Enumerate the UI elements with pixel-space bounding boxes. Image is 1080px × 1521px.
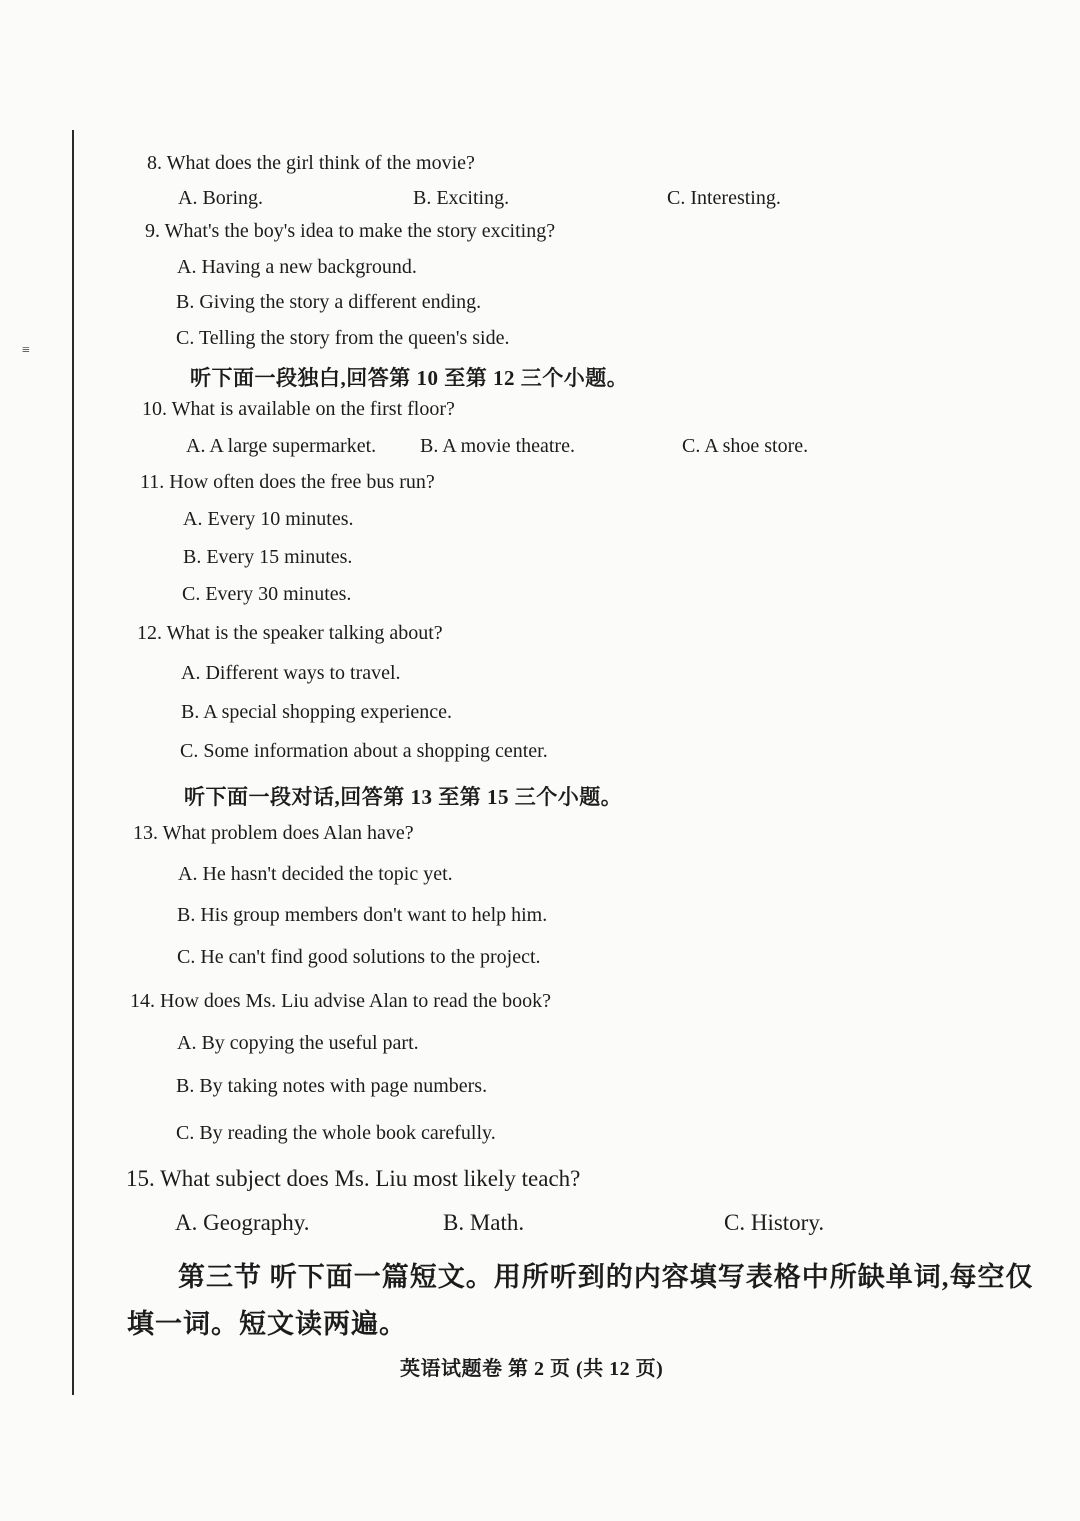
option-11a: A. Every 10 minutes. xyxy=(183,508,354,530)
question-number: 10. xyxy=(142,398,167,420)
option-15b: B. Math. xyxy=(443,1210,525,1235)
option-10c: C. A shoe store. xyxy=(682,435,809,457)
instruction-13-15: 听下面一段对话,回答第 13 至第 15 三个小题。 xyxy=(184,785,623,809)
option-10b: B. A movie theatre. xyxy=(420,435,575,457)
option-15a: A. Geography. xyxy=(175,1210,310,1235)
question-15 xyxy=(126,1166,580,1192)
option-9a: A. Having a new background. xyxy=(177,256,417,278)
page-footer: 英语试题卷 第 2 页 (共 12 页) xyxy=(400,1358,664,1380)
question-text: What's the boy's idea to make the story exciting? xyxy=(164,220,556,242)
question-number: 9. xyxy=(145,220,160,242)
question-text: What is available on the first floor? xyxy=(171,398,455,420)
question-number: 12. xyxy=(137,622,162,644)
option-14a: A. By copying the useful part. xyxy=(177,1032,419,1054)
section-3-line-2: 填一词。短文读两遍。 xyxy=(127,1309,407,1339)
option-10a: A. A large supermarket. xyxy=(186,435,377,457)
question-10 xyxy=(142,398,455,421)
question-8 xyxy=(147,152,475,175)
option-12a: A. Different ways to travel. xyxy=(181,662,401,684)
option-8b: B. Exciting. xyxy=(413,187,510,209)
question-text: What does the girl think of the movie? xyxy=(166,152,475,174)
question-9 xyxy=(145,220,555,243)
question-13 xyxy=(133,822,414,845)
question-text: How often does the free bus run? xyxy=(169,471,435,493)
section-3-line-1: 第三节 听下面一篇短文。用所听到的内容填写表格中所缺单词,每空仅 xyxy=(178,1262,1034,1292)
margin-line xyxy=(72,130,74,1395)
option-9b: B. Giving the story a different ending. xyxy=(176,291,482,313)
question-number: 8. xyxy=(147,152,162,174)
option-8a: A. Boring. xyxy=(178,187,263,209)
question-12 xyxy=(137,622,443,645)
option-12c: C. Some information about a shopping center. xyxy=(180,740,548,762)
question-number: 14. xyxy=(130,990,155,1012)
question-text: What is the speaker talking about? xyxy=(166,622,443,644)
option-9c: C. Telling the story from the queen's side. xyxy=(176,327,510,349)
binding-mark: ≡ xyxy=(22,343,30,358)
option-14b: B. By taking notes with page numbers. xyxy=(176,1075,488,1097)
question-number: 11. xyxy=(140,471,165,493)
question-11 xyxy=(140,471,435,494)
question-number: 13. xyxy=(133,822,158,844)
option-11b: B. Every 15 minutes. xyxy=(183,546,353,568)
option-14c: C. By reading the whole book carefully. xyxy=(176,1122,496,1144)
option-15c: C. History. xyxy=(724,1210,825,1235)
instruction-10-12: 听下面一段独白,回答第 10 至第 12 三个小题。 xyxy=(190,366,629,390)
option-11c: C. Every 30 minutes. xyxy=(182,583,352,605)
question-text: What problem does Alan have? xyxy=(162,822,414,844)
question-text: How does Ms. Liu advise Alan to read the book? xyxy=(160,990,552,1012)
option-12b: B. A special shopping experience. xyxy=(181,701,453,723)
question-text: What subject does Ms. Liu most likely teach? xyxy=(160,1166,581,1191)
option-13c: C. He can't find good solutions to the project. xyxy=(177,946,541,968)
option-13b: B. His group members don't want to help him. xyxy=(177,904,548,926)
question-number: 15. xyxy=(126,1166,155,1191)
option-8c: C. Interesting. xyxy=(667,187,781,209)
question-14 xyxy=(130,990,551,1013)
option-13a: A. He hasn't decided the topic yet. xyxy=(178,863,453,885)
